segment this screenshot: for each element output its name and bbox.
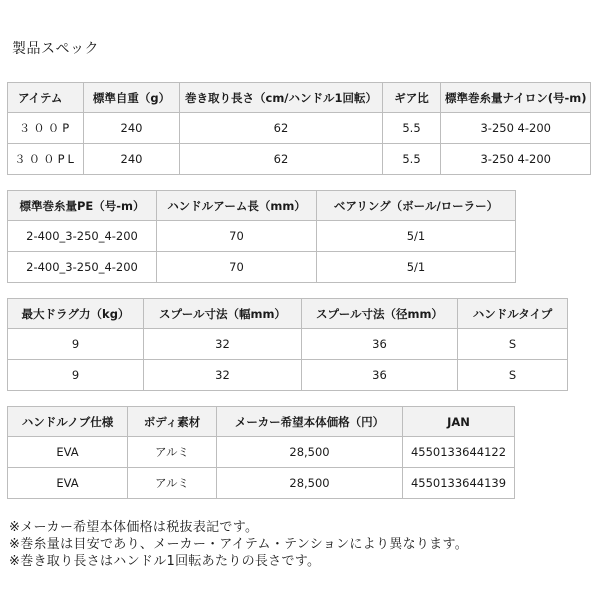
table-header-row — [8, 83, 591, 113]
header-bearing: ベアリング（ボール/ローラー） — [317, 191, 516, 221]
cell-price: 28,500 — [217, 437, 403, 468]
cell-item: ３００P — [8, 113, 84, 144]
cell-gear-ratio: 5.5 — [383, 144, 441, 175]
table-row — [8, 360, 568, 391]
table-row — [8, 144, 591, 175]
header-gear-ratio: ギア比 — [383, 83, 441, 113]
cell-retrieve-length: 62 — [180, 144, 383, 175]
cell-jan: 4550133644122 — [403, 437, 515, 468]
cell-spool-width: 32 — [144, 360, 302, 391]
footnote-capacity: ※巻糸量は目安であり、メーカー・アイテム・テンションにより異なります。 — [9, 537, 469, 552]
cell-jan: 4550133644139 — [403, 468, 515, 499]
spec-table-basic — [7, 82, 591, 175]
header-handle-type: ハンドルタイプ — [458, 299, 568, 329]
cell-handle-type: S — [458, 329, 568, 360]
page-title: 製品スペック — [12, 41, 99, 57]
table-header-row — [8, 407, 515, 437]
footnote-retrieve: ※巻き取り長さはハンドル1回転あたりの長さです。 — [9, 554, 321, 569]
cell-max-drag: 9 — [8, 329, 144, 360]
cell-spool-width: 32 — [144, 329, 302, 360]
header-spool-width: スプール寸法（幅mm） — [144, 299, 302, 329]
cell-weight: 240 — [84, 113, 180, 144]
cell-bearing: 5/1 — [317, 221, 516, 252]
cell-handle-knob: EVA — [8, 468, 128, 499]
header-item: アイテム — [8, 83, 84, 113]
cell-handle-arm: 70 — [157, 221, 317, 252]
cell-item: ３００PL — [8, 144, 84, 175]
header-spool-diameter: スプール寸法（径mm） — [302, 299, 458, 329]
cell-bearing: 5/1 — [317, 252, 516, 283]
cell-nylon-capacity: 3-250 4-200 — [441, 113, 591, 144]
cell-handle-knob: EVA — [8, 437, 128, 468]
cell-body-material: アルミ — [128, 437, 217, 468]
table-header-row — [8, 299, 568, 329]
header-max-drag: 最大ドラグ力（kg） — [8, 299, 144, 329]
header-handle-knob: ハンドルノブ仕様 — [8, 407, 128, 437]
cell-spool-diameter: 36 — [302, 360, 458, 391]
spec-table-material-price — [7, 406, 515, 499]
spec-table-drag-spool — [7, 298, 568, 391]
cell-pe-capacity: 2-400_3-250_4-200 — [8, 252, 157, 283]
footnote-price: ※メーカー希望本体価格は税抜表記です。 — [9, 520, 259, 535]
header-price: メーカー希望本体価格（円） — [217, 407, 403, 437]
cell-gear-ratio: 5.5 — [383, 113, 441, 144]
cell-retrieve-length: 62 — [180, 113, 383, 144]
cell-handle-arm: 70 — [157, 252, 317, 283]
table-row — [8, 329, 568, 360]
table-row — [8, 437, 515, 468]
table-row — [8, 113, 591, 144]
header-nylon-capacity: 標準巻糸量ナイロン(号-m) — [441, 83, 591, 113]
table-row — [8, 221, 516, 252]
table-row — [8, 468, 515, 499]
cell-body-material: アルミ — [128, 468, 217, 499]
cell-weight: 240 — [84, 144, 180, 175]
header-weight: 標準自重（g） — [84, 83, 180, 113]
spec-table-capacity — [7, 190, 516, 283]
header-handle-arm: ハンドルアーム長（mm） — [157, 191, 317, 221]
footnotes — [9, 519, 468, 570]
cell-price: 28,500 — [217, 468, 403, 499]
cell-nylon-capacity: 3-250 4-200 — [441, 144, 591, 175]
cell-handle-type: S — [458, 360, 568, 391]
cell-spool-diameter: 36 — [302, 329, 458, 360]
cell-max-drag: 9 — [8, 360, 144, 391]
cell-pe-capacity: 2-400_3-250_4-200 — [8, 221, 157, 252]
header-retrieve-length: 巻き取り長さ（cm/ハンドル1回転） — [180, 83, 383, 113]
table-row — [8, 252, 516, 283]
header-body-material: ボディ素材 — [128, 407, 217, 437]
table-header-row — [8, 191, 516, 221]
header-pe-capacity: 標準巻糸量PE（号-m） — [8, 191, 157, 221]
header-jan: JAN — [403, 407, 515, 437]
